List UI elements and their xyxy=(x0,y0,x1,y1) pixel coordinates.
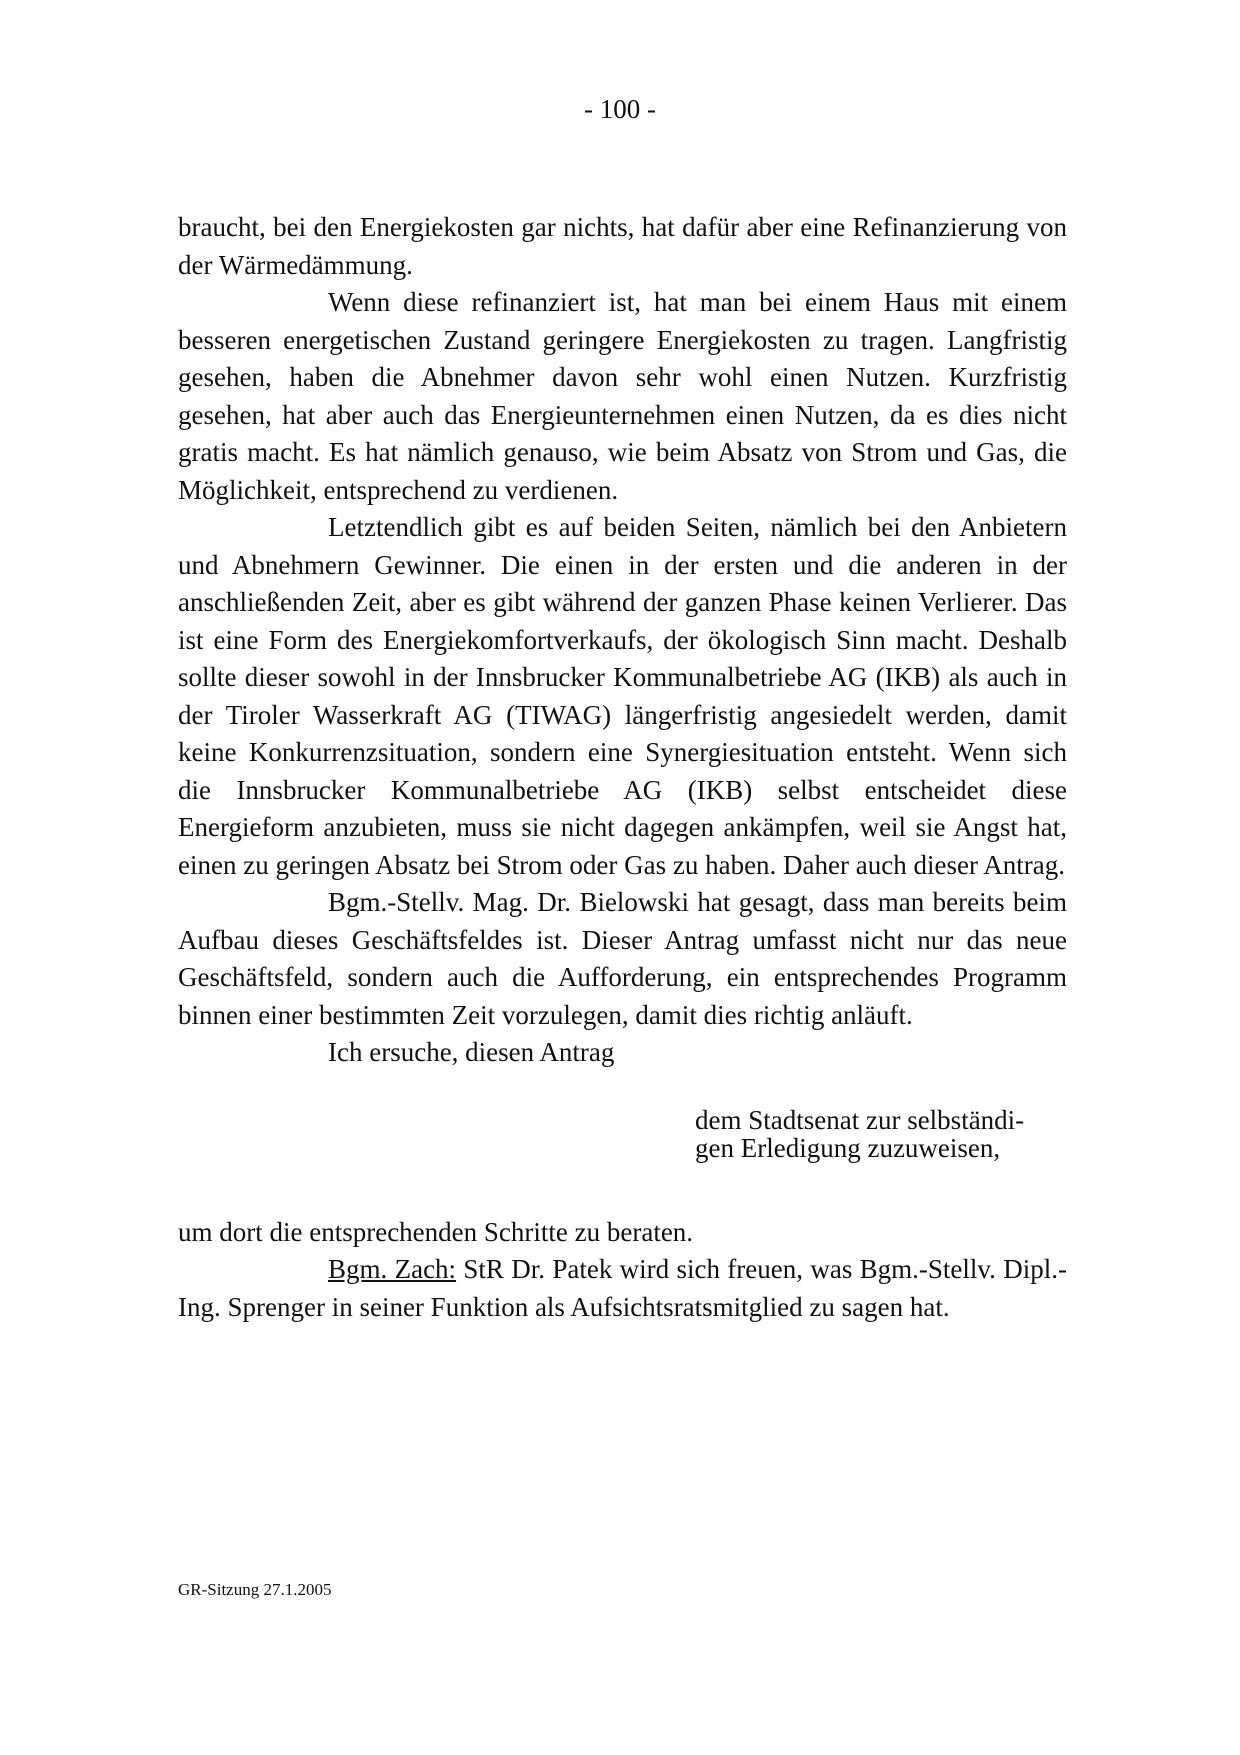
paragraph-closing: um dort die entsprechenden Schritte zu beraten. xyxy=(178,1216,694,1247)
statement-text: StR Dr. Patek wird sich freuen, was Bgm.-Stellv. Dipl.-Ing. Sprenger in seiner Funktion als Aufsichtsratsmitglied zu sagen hat. xyxy=(178,1254,1067,1322)
paragraph-continuation: braucht, bei den Energiekosten gar nichts, hat dafür aber eine Refinanzierung von der Wärmedämmung. xyxy=(178,212,1067,280)
motion-block xyxy=(695,1106,1067,1162)
motion-line-1: dem Stadtsenat zur selbständi- xyxy=(695,1104,1025,1135)
footer-session-label: GR-Sitzung 27.1.2005 xyxy=(178,1580,332,1599)
paragraph-business-field: Bgm.-Stellv. Mag. Dr. Bielowski hat gesagt, dass man bereits beim Aufbau dieses Geschäftsfeldes ist. Dieser Antrag umfasst nicht nur das neue Geschäftsfeld, sondern auch die Aufforderung, ein entsprechendes Programm binnen einer bestimmten Zeit vorzulegen, damit dies richtig anläuft. xyxy=(178,887,1067,1030)
speaker-name: Bgm. Zach: xyxy=(328,1254,457,1284)
paragraph-refinancing: Wenn diese refinanziert ist, hat man bei einem Haus mit einem besseren energetischen Zustand geringere Energiekosten zu tragen. Langfristig gesehen, haben die Abnehmer davon sehr wohl einen Nutzen. Kurzfristig gesehen, hat aber auch das Energieunternehmen einen Nutzen, da es dies nicht gratis macht. Es hat nämlich genauso, wie beim Absatz von Strom und Gas, die Möglichkeit, entsprechend zu verdienen. xyxy=(178,287,1067,505)
paragraph-request: Ich ersuche, diesen Antrag xyxy=(328,1037,615,1067)
page-number: - 100 - xyxy=(584,94,656,124)
paragraph-statement xyxy=(178,1251,1067,1326)
motion-line-2: gen Erledigung zuzuweisen, xyxy=(695,1132,1001,1163)
document-body xyxy=(178,209,1067,1326)
paragraph-winners: Letztendlich gibt es auf beiden Seiten, nämlich bei den Anbietern und Abnehmern Gewinner. Die einen in der ersten und die anderen in der anschließenden Zeit, aber es gibt während der ganzen Phase keinen Verlierer. Das ist eine Form des Energiekomfortverkaufs, der ökologisch Sinn macht. Deshalb sollte dieser sowohl in der Innsbrucker Kommunalbetriebe AG (IKB) als auch in der Tiroler Wasserkraft AG (TIWAG) längerfristig angesiedelt werden, damit keine Konkurrenzsituation, sondern eine Synergiesituation entsteht. Wenn sich die Innsbrucker Kommunalbetriebe AG (IKB) selbst entscheidet diese Energieform anzubieten, muss sie nicht dagegen ankämpfen, weil sie Angst hat, einen zu geringen Absatz bei Strom oder Gas zu haben. Daher auch dieser Antrag. xyxy=(178,512,1067,880)
